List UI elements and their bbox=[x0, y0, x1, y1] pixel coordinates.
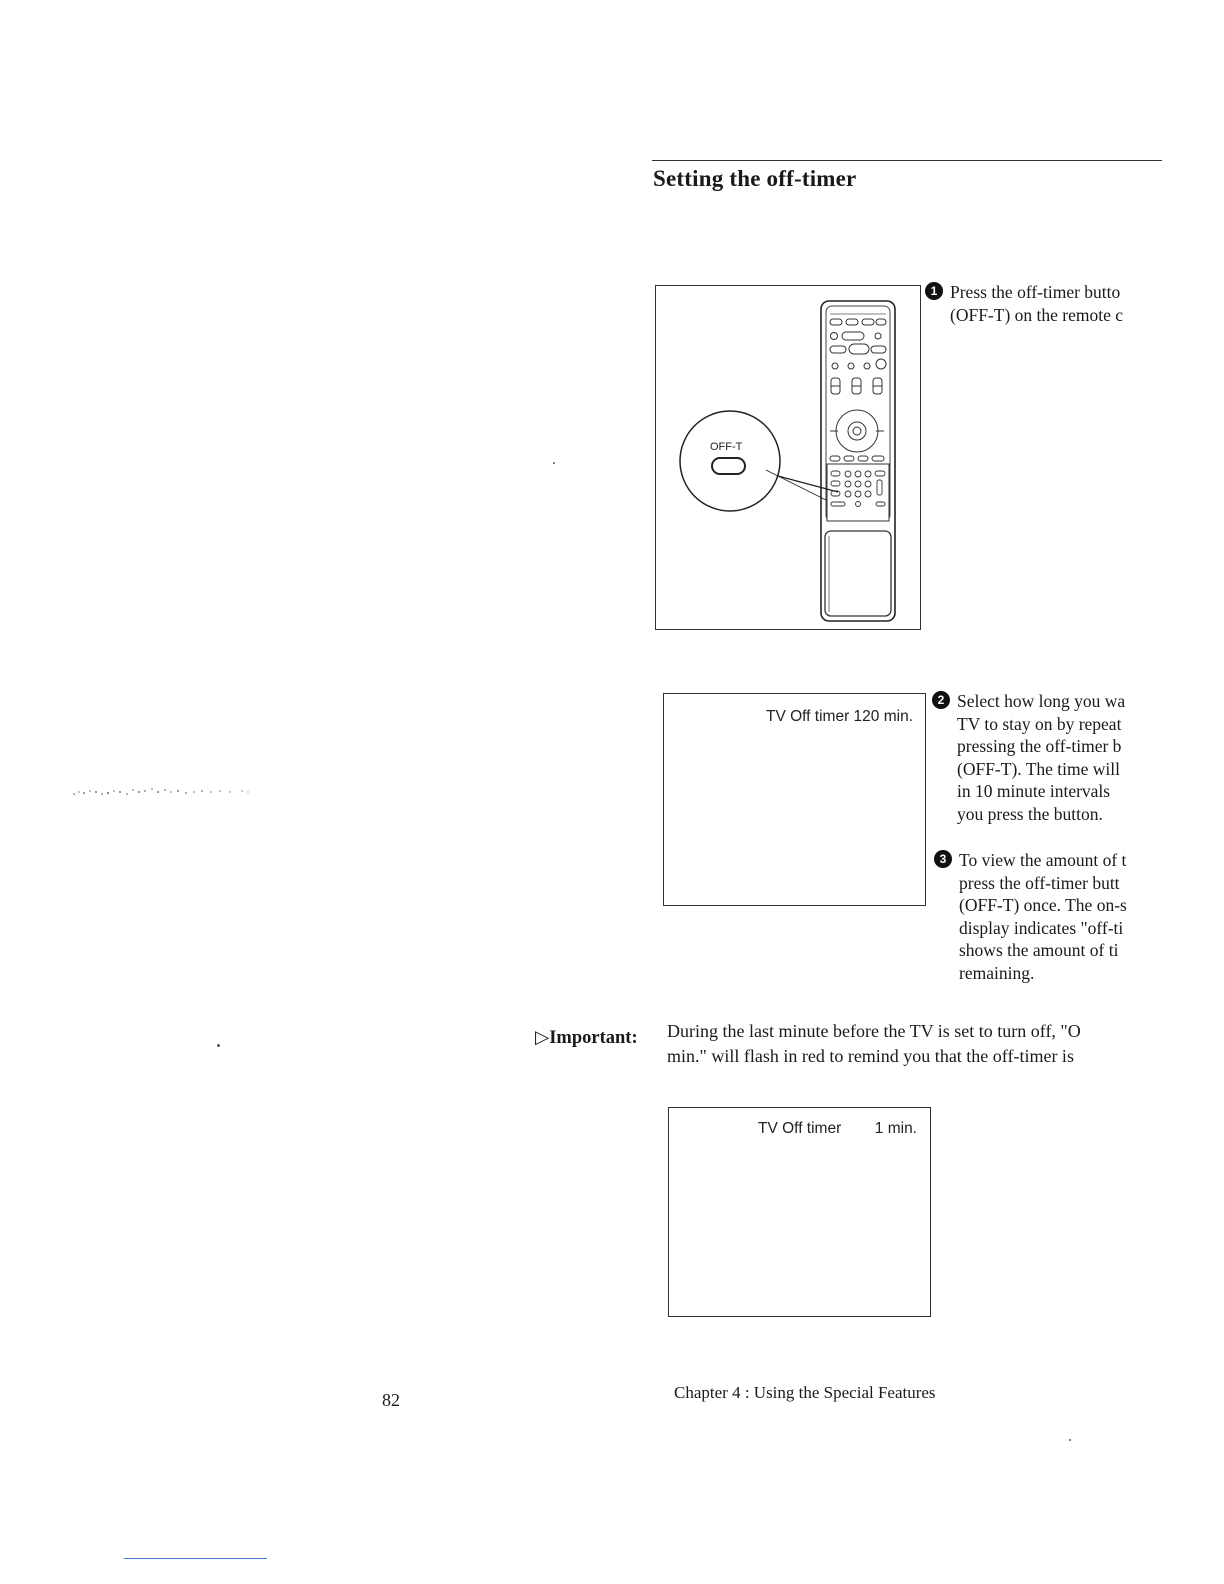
step-text-line: Press the off-timer butto bbox=[950, 282, 1121, 302]
important-label bbox=[535, 1027, 638, 1049]
tv-screen-1-min bbox=[668, 1107, 931, 1317]
on-screen-display-text: TV Off timer 120 min. bbox=[765, 708, 913, 725]
important-text-line: During the last minute before the TV is set to turn off, "O bbox=[667, 1021, 1081, 1041]
tv-screen-120-min bbox=[663, 693, 926, 906]
blue-underline bbox=[124, 1558, 267, 1559]
step-text-line: pressing the off-timer b bbox=[957, 736, 1122, 756]
remote-control-figure bbox=[655, 285, 921, 630]
triangle-marker-icon: ▷ bbox=[535, 1028, 550, 1048]
step-text-line: press the off-timer butt bbox=[959, 872, 1120, 893]
step-text-line: (OFF-T). The time will bbox=[957, 758, 1120, 779]
step-text-line: display indicates "off-ti bbox=[959, 917, 1124, 938]
step-text-line: you press the button. bbox=[957, 803, 1103, 824]
step-text-line: (OFF-T) on the remote c bbox=[950, 304, 1124, 325]
step-number-badge: 2 bbox=[932, 691, 950, 709]
step-number-badge: 1 bbox=[925, 282, 943, 300]
step-1 bbox=[925, 281, 1162, 331]
important-text bbox=[667, 1019, 1162, 1069]
step-text-line: To view the amount of t bbox=[959, 850, 1127, 870]
on-screen-display-value: 1 min. bbox=[874, 1120, 917, 1137]
scan-speck bbox=[553, 462, 555, 464]
scan-speck bbox=[1069, 1439, 1071, 1441]
important-label-text: Important: bbox=[549, 1028, 638, 1048]
page-number: 82 bbox=[382, 1390, 400, 1410]
step-number-badge: 3 bbox=[934, 850, 952, 868]
step-text-line: shows the amount of ti bbox=[959, 940, 1119, 960]
scan-noise-artifact bbox=[70, 780, 252, 800]
important-text-line: min." will flash in red to remind you that the off-timer is bbox=[667, 1046, 1074, 1066]
section-title: Setting the off-timer bbox=[653, 166, 857, 191]
step-text-line: (OFF-T) once. The on-s bbox=[959, 895, 1127, 915]
scan-speck bbox=[217, 1044, 220, 1047]
off-t-callout-label: OFF-T bbox=[710, 441, 743, 453]
step-text-line: remaining. bbox=[959, 962, 1035, 983]
section-rule bbox=[652, 160, 1162, 161]
step-text-line: TV to stay on by repeat bbox=[957, 713, 1122, 734]
step-text-line: Select how long you wa bbox=[957, 691, 1126, 711]
step-3 bbox=[934, 849, 1162, 989]
on-screen-display-label: TV Off timer bbox=[758, 1120, 842, 1137]
remote-control-illustration bbox=[656, 286, 919, 628]
chapter-footer: Chapter 4 : Using the Special Features bbox=[674, 1383, 936, 1402]
step-2 bbox=[932, 690, 1162, 830]
step-text-line: in 10 minute intervals bbox=[957, 781, 1111, 801]
